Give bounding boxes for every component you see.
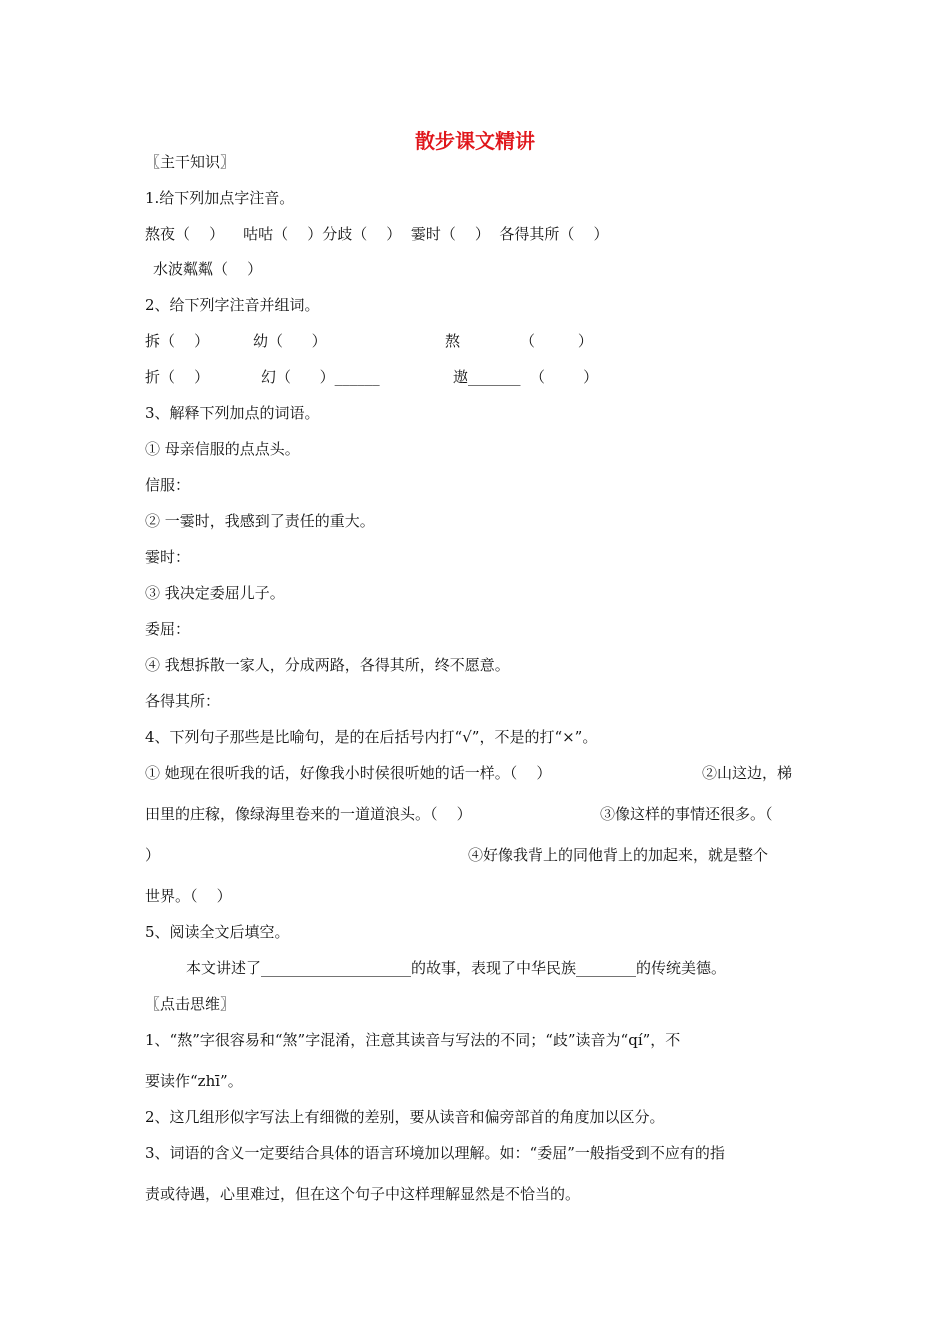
q4-line-2b: ③像这样的事情还很多。（ [600,805,773,823]
question-3-prompt: 3、解释下列加点的词语。 [145,404,320,422]
q2-item-you: 幼（ ） [253,332,327,350]
q3-sentence-2: ② 一霎时，我感到了责任的重大。 [145,512,375,530]
q2-item-ao-blank: （ ） [520,332,593,350]
question-1-row-2: 水波粼粼（ ） [153,260,263,278]
page-title: 散步课文精讲 [415,129,535,153]
q3-sentence-4: ④ 我想拆散一家人，分成两路，各得其所，终不愿意。 [145,656,510,674]
q2-item-ao: 熬 [445,332,461,350]
question-4-prompt: 4、下列句子那些是比喻句，是的在后括号内打“√”，不是的打“×”。 [145,728,598,746]
q4-line-4: 世界。（ ） [145,887,232,905]
q3-label-1: 信服： [145,476,191,494]
q2-item-ao2: 遨_______ （ ） [453,368,599,386]
question-2-prompt: 2、给下列字注音并组词。 [145,296,320,314]
q4-line-3a: ） [145,846,161,864]
question-2-row-1 [145,331,825,351]
question-2-row-2 [145,367,825,387]
q3-sentence-1: ① 母亲信服的点点头。 [145,440,300,458]
question-5-prompt: 5、阅读全文后填空。 [145,923,290,941]
section-heading-thinking: 〖点击思维〗 [145,995,236,1013]
q4-line-3b: ④好像我背上的同他背上的加起来，就是整个 [468,846,769,864]
q4-line-2a: 田里的庄稼，像绿海里卷来的一道道浪头。（ ） [145,805,472,823]
question-1-prompt: 1.给下列加点字注音。 [145,189,295,207]
q4-line-1a: ① 她现在很听我的话，好像我小时侯很听她的话一样。（ ） [145,764,552,782]
question-1-row-1: 熬夜（ ） 咕咕（ ）分歧（ ） 霎时（ ） 各得其所（ ） [145,225,609,243]
q3-label-3: 委屈： [145,620,191,638]
tip-2: 2、这几组形似字写法上有细微的差别，要从读音和偏旁部首的角度加以区分。 [145,1108,665,1126]
q3-label-2: 霎时： [145,548,191,566]
tip-1-line-1: 1、“熬”字很容易和“煞”字混淆，注意其读音与写法的不同；“歧”读音为“qí”，不 [145,1031,681,1049]
q3-sentence-3: ③ 我决定委屈儿子。 [145,584,285,602]
tip-1-line-2: 要读作“zhī”。 [145,1072,243,1090]
tip-3-line-2: 责或待遇，心里难过，但在这个句子中这样理解显然是不恰当的。 [145,1185,581,1203]
q5-fill-in: 本文讲述了____________________的故事，表现了中华民族________的传统美德。 [186,959,727,977]
q4-line-1b: ②山这边，梯 [702,764,793,782]
q2-item-huan: 幻（ ）______ [261,368,380,386]
tip-3-line-1: 3、词语的含义一定要结合具体的语言环境加以理解。如：“委屈”一般指受到不应有的指 [145,1144,725,1162]
q2-item-zhe: 折（ ） [145,368,210,386]
section-heading-main-knowledge: 〖主干知识〗 [145,153,236,171]
q2-item-chai: 拆（ ） [145,332,210,350]
q3-label-4: 各得其所： [145,692,221,710]
